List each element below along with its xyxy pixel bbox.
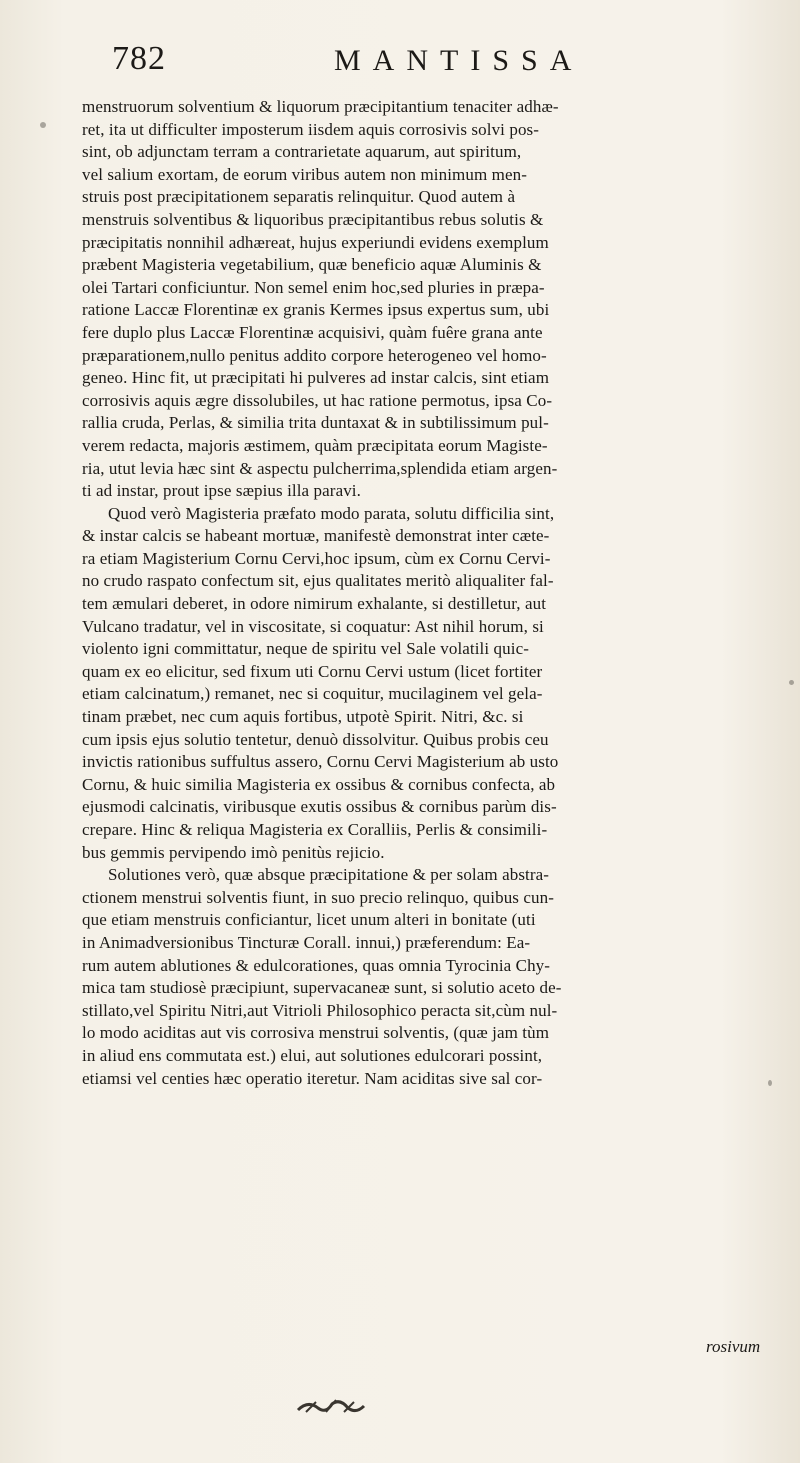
- text-line: cum ipsis ejus solutio tentetur, denuò dissolvitur. Quibus probis ceu: [82, 729, 549, 749]
- text-line: in Animadversionibus Tincturæ Corall. innui,) præferendum: Ea-: [82, 932, 531, 952]
- text-line: tinam præbet, nec cum aquis fortibus, utpotè Spirit. Nitri, &c. si: [82, 707, 524, 727]
- text-line: etiamsi vel centies hæc operatio iteretur. Nam aciditas sive sal cor-: [82, 1068, 543, 1088]
- text-line: ejusmodi calcinatis, viribusque exutis ossibus & cornibus parùm dis-: [82, 797, 557, 817]
- text-line: stillato,vel Spiritu Nitri,aut Vitrioli Philosophico peracta sit,cùm nul-: [82, 1000, 558, 1020]
- text-line: olei Tartari conficiuntur. Non semel enim hoc,sed pluries in præpa-: [82, 277, 545, 297]
- text-line: que etiam menstruis conficiantur, licet unum alteri in bonitate (uti: [82, 910, 536, 930]
- text-line: ratione Laccæ Florentinæ ex granis Kermes ipsus expertus sum, ubi: [82, 300, 550, 320]
- text-line: præcipitatis nonnihil adhæreat, hujus experiundi evidens exemplum: [82, 232, 549, 252]
- page-number: 782: [112, 40, 166, 77]
- text-line: rallia cruda, Perlas, & similia trita duntaxat & in subtilissimum pul-: [82, 413, 549, 433]
- text-line: ret, ita ut difficulter imposterum iisdem aquis corrosivis solvi pos-: [82, 119, 540, 139]
- text-line: ti ad instar, prout ipse sæpius illa paravi.: [82, 481, 361, 501]
- text-line: ctionem menstrui solventis fiunt, in suo precio relinquo, quibus cun-: [82, 887, 554, 907]
- text-line: verem redacta, majoris æstimem, quàm præcipitata eorum Magiste-: [82, 435, 548, 455]
- ink-spot: [789, 680, 794, 685]
- text-line: sint, ob adjunctam terram a contrarietate aquarum, aut spiritum,: [82, 142, 522, 162]
- text-line: etiam calcinatum,) remanet, nec si coquitur, mucilaginem vel gela-: [82, 684, 543, 704]
- text-line: bus gemmis pervipendo imò penitùs rejicio.: [82, 842, 385, 862]
- ink-spot: [768, 1080, 772, 1086]
- text-line: in aliud ens commutata est.) elui, aut solutiones edulcorari possint,: [82, 1045, 543, 1065]
- text-line: menstruorum solventium & liquorum præcipitantium tenaciter adhæ-: [82, 97, 559, 116]
- text-line: crepare. Hinc & reliqua Magisteria ex Coralliis, Perlis & consimili-: [82, 820, 548, 839]
- text-line: quam ex eo elicitur, sed fixum uti Cornu Cervi ustum (licet fortiter: [82, 661, 543, 681]
- ink-spot: [40, 122, 46, 128]
- running-head: MANTISSA: [334, 44, 584, 77]
- text-body: [82, 96, 768, 1090]
- text-line: tem æmulari deberet, in odore nimirum exhalante, si destilletur, aut: [82, 594, 547, 614]
- text-line: Vulcano tradatur, vel in viscositate, si coquatur: Ast nihil horum, si: [82, 616, 544, 636]
- text-line: Quod verò Magisteria præfato modo parata, solutu difficilia sint,: [108, 503, 555, 523]
- text-line: invictis rationibus suffultus assero, Cornu Cervi Magisterium ab usto: [82, 752, 559, 772]
- text-line: corrosivis aquis ægre dissolubiles, ut hac ratione permotus, ipsa Co-: [82, 390, 553, 410]
- text-line: geneo. Hinc fit, ut præcipitati hi pulveres ad instar calcis, sint etiam: [82, 368, 550, 388]
- text-line: struis post præcipitationem separatis relinquitur. Quod autem à: [82, 187, 516, 207]
- text-line: menstruis solventibus & liquoribus præcipitantibus rebus solutis &: [82, 209, 544, 229]
- text-line: fere duplo plus Laccæ Florentinæ acquisivi, quàm fuêre grana ante: [82, 322, 543, 342]
- text-line: præbent Magisteria vegetabilium, quæ beneficio aquæ Aluminis &: [82, 255, 542, 275]
- text-line: lo modo aciditas aut vis corrosiva menstrui solventis, (quæ jam tùm: [82, 1023, 550, 1043]
- text-line: rum autem ablutiones & edulcorationes, quas omnia Tyrocinia Chy-: [82, 955, 551, 975]
- text-line: Solutiones verò, quæ absque præcipitatione & per solam abstra-: [108, 865, 550, 885]
- text-line: Cornu, & huic similia Magisteria ex ossibus & cornibus confecta, ab: [82, 774, 556, 794]
- text-line: ria, utut levia hæc sint & aspectu pulcherrima,splendida etiam argen-: [82, 458, 558, 478]
- catchword: rosivum: [706, 1337, 761, 1356]
- text-line: & instar calcis se habeant mortuæ, manifestè demonstrat inter cæte-: [82, 526, 550, 546]
- text-line: violento igni committatur, neque de spiritu vel Sale volatili quic-: [82, 639, 529, 659]
- page-header: [112, 40, 712, 90]
- text-line: mica tam studiosè præcipiunt, supervacaneæ sunt, si solutio aceto de-: [82, 978, 562, 998]
- text-line: no crudo raspato confectum sit, ejus qualitates meritò aliqualiter fal-: [82, 571, 554, 591]
- text-line: præparationem,nullo penitus addito corpore heterogeneo vel homo-: [82, 345, 547, 365]
- text-line: ra etiam Magisterium Cornu Cervi,hoc ipsum, cùm ex Cornu Cervi-: [82, 548, 551, 568]
- printers-ornament-icon: [296, 1396, 366, 1418]
- text-line: vel salium exortam, de eorum viribus autem non minimum men-: [82, 164, 527, 184]
